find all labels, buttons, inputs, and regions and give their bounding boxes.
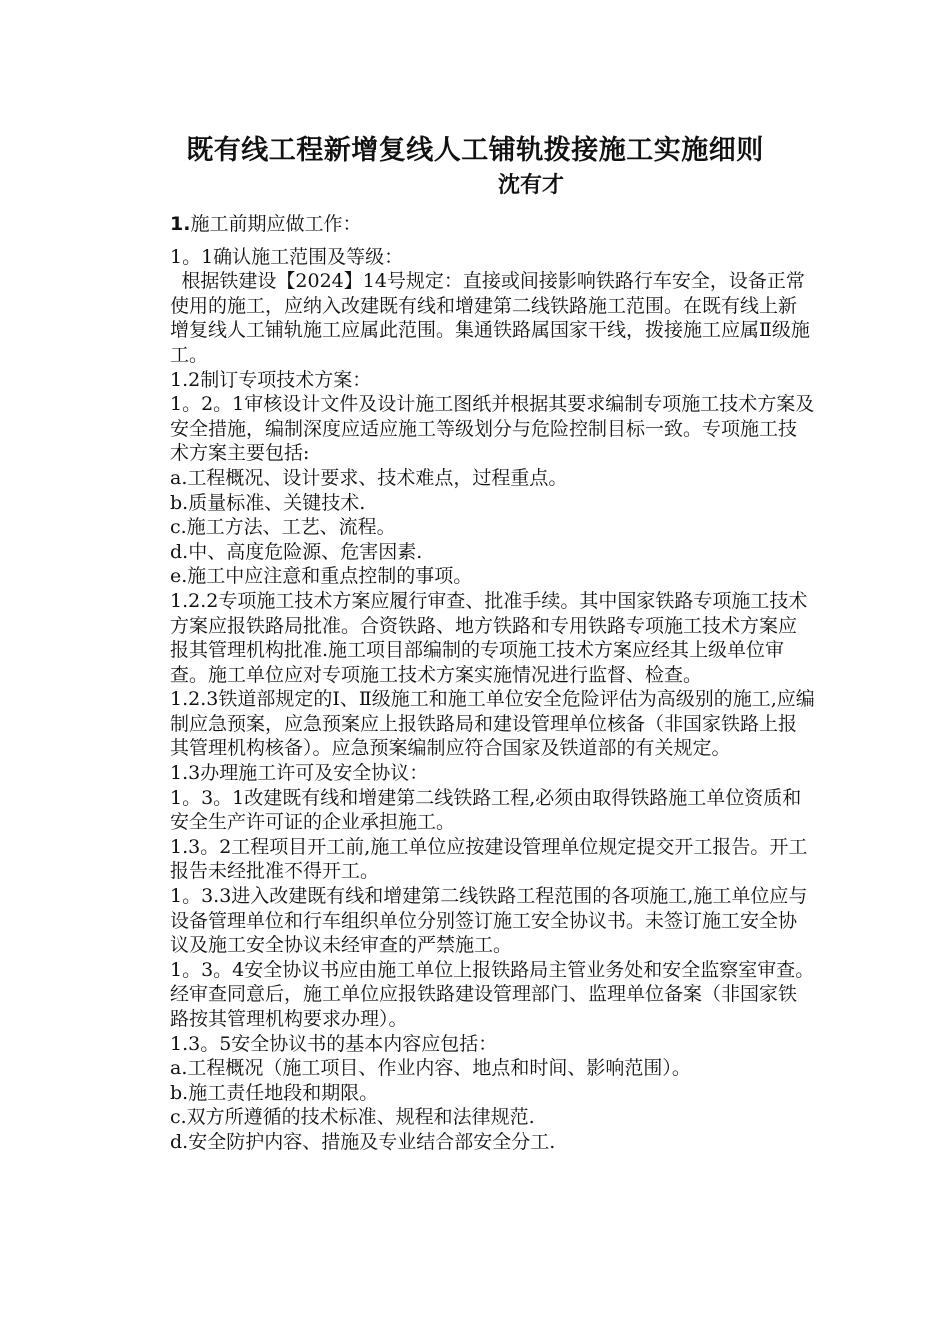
paragraph: 1.2.3铁道部规定的Ⅰ、Ⅱ级施工和施工单位安全危险评估为高级别的施工,应编制应急预案，应急预案应上报铁路局和建设管理单位核备（非国家铁路上报其管理机构核备）。应急预案编制应符合国家及铁道部的有关规定。 [170,688,815,760]
paragraph: 1。3.3进入改建既有线和增建第二线铁路工程范围的各项施工,施工单位应与设备管理单位和行车组织单位分别签订施工安全协议书。未签订施工安全协议及施工安全协议未经审查的严禁施工。 [170,885,808,957]
subsection-heading: 1。1确认施工范围及等级： [170,245,404,268]
paragraph: 根据铁建设【2024】14号规定：直接或间接影响铁路行车安全，设备正常使用的施工，应纳入改建既有线和增建第二线铁路施工范围。在既有线上新增复线人工铺轨施工应属此范围。集通铁路属国家干线，拨接施工应属Ⅱ级施工。 [170,270,810,366]
section-number: 1. [170,213,191,235]
paragraph: 1。3。1改建既有线和增建第二线铁路工程,必须由取得铁路施工单位资质和安全生产许可证的企业承担施工。 [170,786,802,834]
paragraph: 1.3。5安全协议书的基本内容应包括： [170,1032,498,1055]
subsection-heading: 1.2制订专项技术方案： [170,368,372,391]
subsection-heading: 1.3办理施工许可及安全协议： [170,762,429,785]
list-item: e.施工中应注意和重点控制的事项。 [170,565,473,588]
paragraph: 1.3。2工程项目开工前,施工单位应按建设管理单位规定提交开工报告。开工报告未经批准不得开工。 [170,835,808,883]
list-item: a.工程概况、设计要求、技术难点，过程重点。 [170,466,568,489]
paragraph: 1.2.2专项施工技术方案应履行审查、批准手续。其中国家铁路专项施工技术方案应报铁路局批准。合资铁路、地方铁路和专用铁路专项施工技术方案应报其管理机构批准.施工项目部编制的专项施工技术方案应经其上级单位审查。施工单位应对专项施工技术方案实施情况进行监督、检查。 [170,589,808,686]
section-heading [170,212,815,237]
document-title: 既有线工程新增复线人工铺轨拨接施工实施细则 [186,135,764,166]
paragraph: 1。3。4安全协议书应由施工单位上报铁路局主管业务处和安全监察室审查。经审查同意后，施工单位应报铁路建设管理部门、监理单位备案（非国家铁路按其管理机构要求办理）。 [170,958,815,1030]
document-body [170,206,815,1155]
list-item: b.施工责任地段和期限。 [170,1081,379,1104]
list-item: d.中、高度危险源、危害因素. [170,540,423,563]
list-item: a.工程概况（施工项目、作业内容、地点和时间、影响范围）。 [170,1057,691,1080]
list-item: d.安全防护内容、措施及专业结合部安全分工. [170,1130,556,1153]
list-item: c.施工方法、工艺、流程。 [170,516,396,539]
paragraph: 1。2。1审核设计文件及设计施工图纸并根据其要求编制专项施工技术方案及安全措施，编制深度应适应施工等级划分与危险控制目标一致。专项施工技术方案主要包括: [170,393,815,465]
author-name: 沈有才 [498,173,565,198]
list-item: b.质量标准、关键技术. [170,491,366,514]
section-heading-text: 施工前期应做工作： [190,213,362,235]
list-item: c.双方所遵循的技术标准、规程和法律规范. [170,1106,535,1129]
